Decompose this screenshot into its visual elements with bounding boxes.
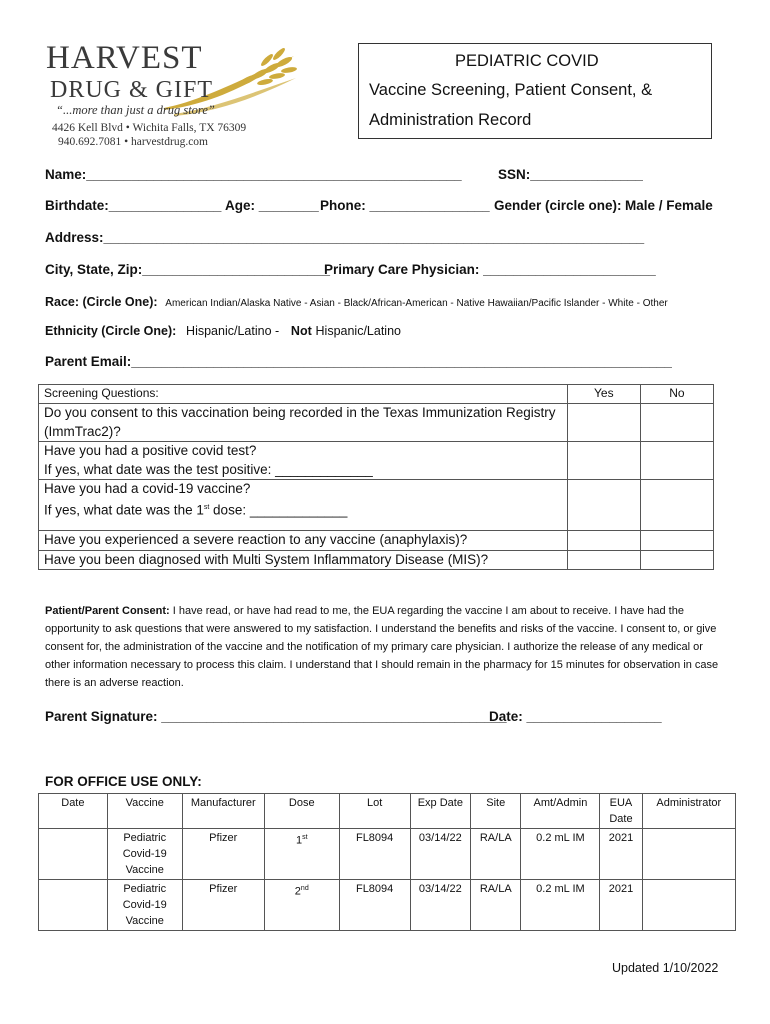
col-manufacturer: Manufacturer	[182, 794, 264, 829]
ethnicity-not: Not	[290, 324, 312, 338]
col-dose: Dose	[264, 794, 339, 829]
cell-vaccine: Pediatric Covid-19 Vaccine	[107, 829, 182, 880]
race-label: Race: (Circle One):	[45, 295, 158, 309]
ethnicity-option-not-hispanic[interactable]: Hispanic/Latino	[315, 324, 401, 338]
updated-date: Updated 1/10/2022	[612, 961, 719, 975]
form-title-box	[358, 43, 712, 139]
dose-suffix: st	[302, 834, 308, 841]
primary-care-physician-field[interactable]: Primary Care Physician: _______________________	[324, 262, 656, 277]
cell-manufacturer: Pfizer	[182, 880, 264, 931]
parent-email-field[interactable]: Parent Email:________________________________________________________________________	[45, 354, 672, 369]
answer-yes-cell[interactable]	[567, 442, 640, 480]
answer-no-cell[interactable]	[640, 480, 713, 531]
ssn-field[interactable]: SSN:_______________	[498, 167, 643, 182]
answer-no-cell[interactable]	[640, 404, 713, 442]
age-field[interactable]: Age: ________	[225, 198, 319, 213]
cell-amt-admin: 0.2 mL IM	[521, 829, 600, 880]
cell-vaccine: Pediatric Covid-19 Vaccine	[107, 880, 182, 931]
screening-header-row	[39, 385, 714, 404]
harvest-logo	[44, 42, 254, 154]
dose-number: 2	[294, 885, 301, 898]
followup-sup: st	[203, 503, 210, 511]
consent-text: I have read, or have had read to me, the EUA regarding the vaccine I am about to receive. I have had the opportunity to ask questions that were answered to my satisfaction. I understand the benefits and risks of the vaccine. I consent to, or give consent for, the administration of the vaccine and the notification of my primary care physician. I authorize the release of any medical or other information necessary to process this claim. I understand that I should remain in the pharmacy for 15 minutes for observation in case there is an adverse reaction.	[45, 605, 719, 690]
question-immtrac: Do you consent to this vaccination being recorded in the Texas Immunization Registry (ImmTrac2)?	[39, 404, 568, 442]
consent-label: Patient/Parent Consent:	[45, 605, 170, 617]
office-row	[39, 829, 736, 880]
gender-options[interactable]: Male / Female	[625, 198, 713, 213]
screening-table	[38, 384, 714, 570]
cell-administrator[interactable]	[642, 829, 735, 880]
cell-date[interactable]	[39, 829, 108, 880]
dose-number: 1	[295, 834, 303, 847]
ethnicity-row	[45, 323, 401, 338]
question-mis: Have you been diagnosed with Multi System Inflammatory Disease (MIS)?	[39, 550, 568, 570]
ethnicity-label: Ethnicity (Circle One):	[45, 324, 177, 338]
screening-row	[39, 442, 714, 480]
cell-dose	[264, 880, 339, 931]
cell-administrator[interactable]	[642, 880, 735, 931]
gender-label: Gender (circle one):	[494, 198, 622, 213]
col-date: Date	[39, 794, 108, 829]
col-exp-date: Exp Date	[410, 794, 471, 829]
col-eua-date: EUA Date	[600, 794, 642, 829]
cell-date[interactable]	[39, 880, 108, 931]
question-text: Have you had a positive covid test?	[44, 443, 257, 458]
title-line-2: Vaccine Screening, Patient Consent, &	[369, 81, 653, 99]
name-field[interactable]: Name:__________________________________________________	[45, 167, 462, 182]
office-row	[39, 880, 736, 931]
followup-pre: If yes, what date was the 1	[44, 502, 204, 517]
col-vaccine: Vaccine	[107, 794, 182, 829]
office-use-heading: FOR OFFICE USE ONLY:	[45, 774, 202, 789]
title-line-3: Administration Record	[369, 111, 532, 129]
followup-post: dose: _____________	[209, 502, 348, 517]
race-options[interactable]: American Indian/Alaska Native - Asian - Black/African-American - Native Hawaiian/Pacific Islander - White - Other	[165, 298, 668, 309]
city-state-zip-field[interactable]: City, State, Zip:_________________________	[45, 262, 330, 277]
birthdate-field[interactable]: Birthdate:_______________	[45, 198, 222, 213]
logo-harvest-text: HARVEST	[46, 40, 203, 76]
logo-drug-gift-text: DRUG & GIFT	[50, 77, 214, 103]
question-followup: If yes, what date was the test positive: _____________	[44, 461, 373, 477]
cell-amt-admin: 0.2 mL IM	[521, 880, 600, 931]
col-administrator: Administrator	[642, 794, 735, 829]
logo-tagline: “...more than just a drug store”	[56, 103, 215, 117]
cell-exp-date: 03/14/22	[410, 829, 471, 880]
question-prior-vaccine	[39, 480, 568, 531]
answer-yes-cell[interactable]	[567, 404, 640, 442]
col-site: Site	[471, 794, 521, 829]
answer-yes-cell[interactable]	[567, 531, 640, 551]
screening-questions-header: Screening Questions:	[39, 385, 568, 404]
screening-row	[39, 404, 714, 442]
cell-eua-date: 2021	[600, 829, 642, 880]
no-header: No	[640, 385, 713, 404]
title-line-1: PEDIATRIC COVID	[455, 52, 599, 70]
phone-field[interactable]: Phone: ________________	[320, 198, 490, 213]
answer-no-cell[interactable]	[640, 531, 713, 551]
cell-manufacturer: Pfizer	[182, 829, 264, 880]
question-anaphylaxis: Have you experienced a severe reaction to any vaccine (anaphylaxis)?	[39, 531, 568, 551]
consent-paragraph	[45, 602, 730, 692]
answer-yes-cell[interactable]	[567, 480, 640, 531]
col-lot: Lot	[339, 794, 410, 829]
signature-date-field[interactable]: Date: __________________	[489, 709, 662, 724]
cell-site: RA/LA	[471, 880, 521, 931]
screening-row	[39, 550, 714, 570]
race-row	[45, 294, 668, 309]
answer-no-cell[interactable]	[640, 442, 713, 480]
dose-suffix: nd	[300, 885, 309, 892]
address-field[interactable]: Address:________________________________________________________________________	[45, 230, 645, 245]
screening-row	[39, 531, 714, 551]
office-use-table	[38, 793, 736, 931]
yes-header: Yes	[567, 385, 640, 404]
parent-signature-field[interactable]: Parent Signature: ______________________________________________	[45, 709, 507, 724]
screening-row	[39, 480, 714, 531]
col-amt-admin: Amt/Admin	[521, 794, 600, 829]
answer-yes-cell[interactable]	[567, 550, 640, 570]
office-header-row	[39, 794, 736, 829]
question-positive-test	[39, 442, 568, 480]
cell-exp-date: 03/14/22	[410, 880, 471, 931]
cell-lot: FL8094	[339, 829, 410, 880]
cell-eua-date: 2021	[600, 880, 642, 931]
ethnicity-option-hispanic[interactable]: Hispanic/Latino -	[186, 324, 280, 338]
question-followup	[44, 499, 562, 520]
cell-dose	[264, 829, 339, 880]
cell-lot: FL8094	[339, 880, 410, 931]
cell-site: RA/LA	[471, 829, 521, 880]
answer-no-cell[interactable]	[640, 550, 713, 570]
logo-contact: 940.692.7081 • harvestdrug.com	[58, 136, 208, 148]
question-text: Have you had a covid-19 vaccine?	[44, 481, 251, 496]
logo-address: 4426 Kell Blvd • Wichita Falls, TX 76309	[52, 122, 247, 134]
